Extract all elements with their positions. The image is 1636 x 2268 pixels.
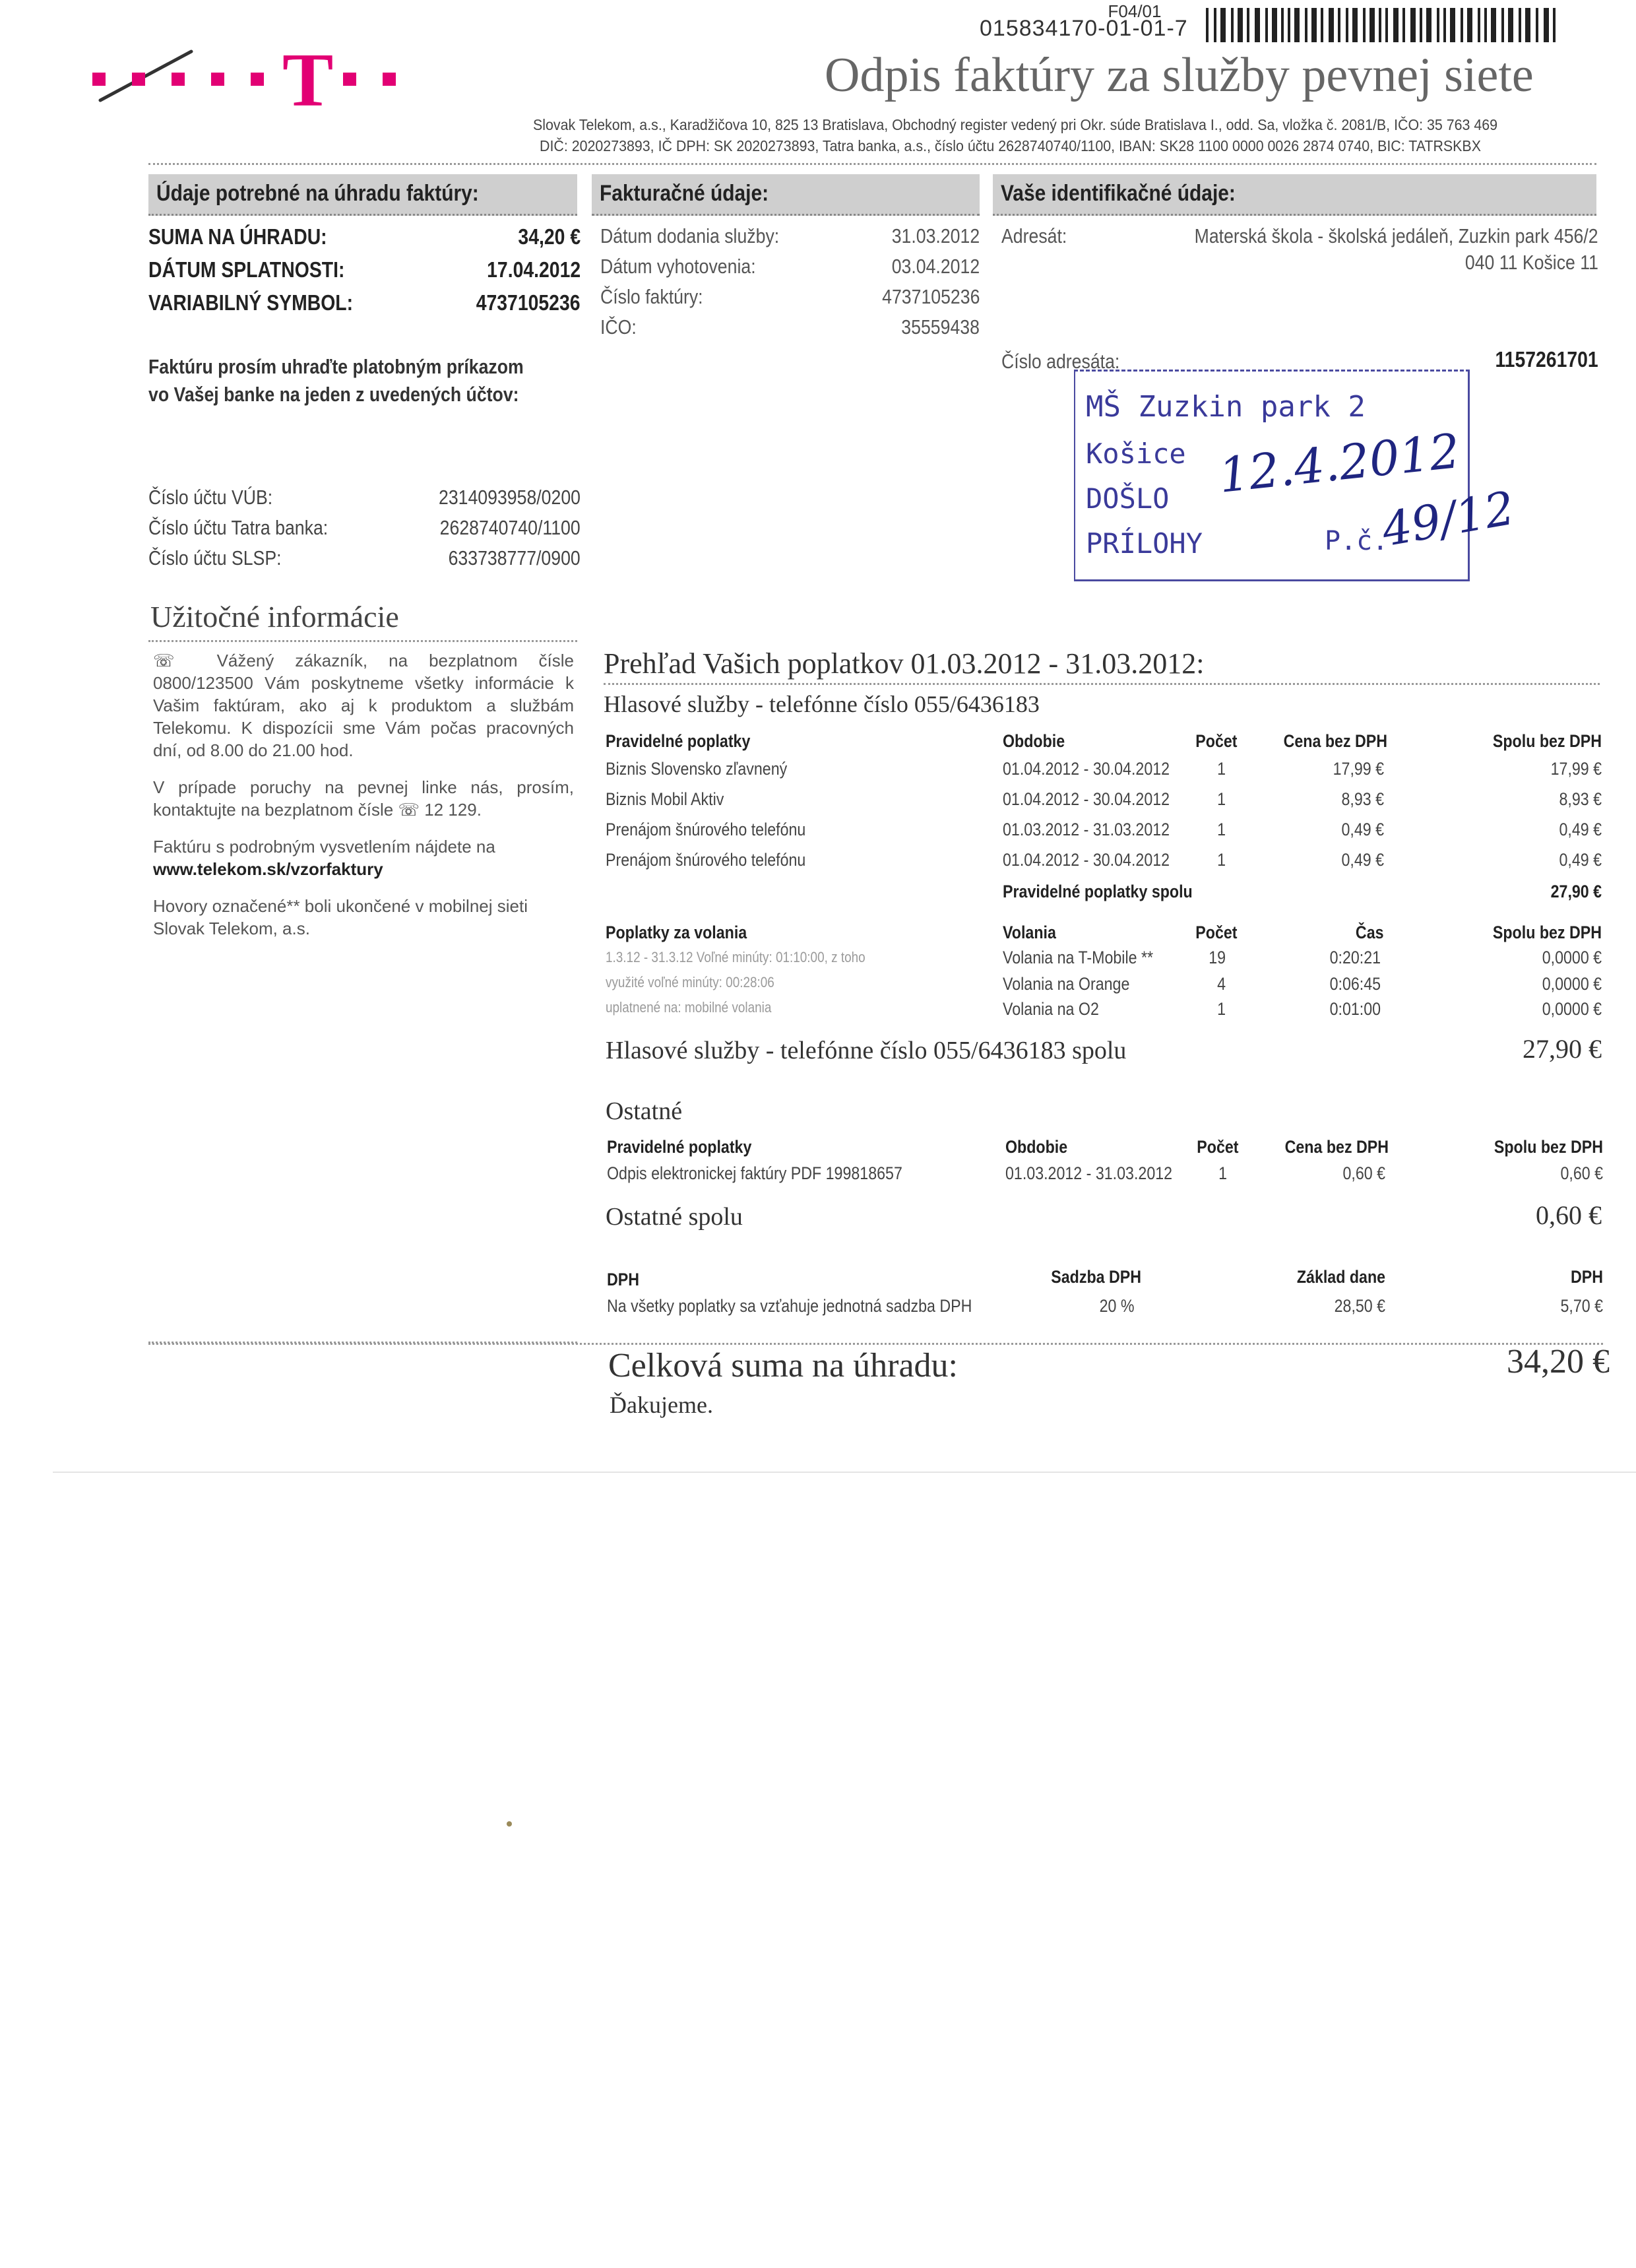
speck (507, 1821, 512, 1827)
payment-amount-value: 34,20 € (518, 224, 581, 249)
form-code: F04/01 (1108, 1, 1162, 21)
payment-instruction-line2: vo Vašej banke na jeden z uvedených účtov: (148, 383, 519, 406)
grand-total-label: Celková suma na úhradu: (608, 1347, 958, 1384)
calls-row-1-name: Volania na T-Mobile ** (1003, 948, 1154, 967)
regular-row-1-price: 17,99 € (1333, 759, 1384, 779)
stamp-line3: DOŠLO (1086, 482, 1170, 515)
useful-info-p2 (153, 776, 574, 821)
account-slsp-value: 633738777/0900 (448, 546, 581, 569)
regular-row-2-price: 8,93 € (1341, 789, 1384, 809)
col-header-regular: Pravidelné poplatky (606, 731, 751, 751)
useful-info-block (153, 649, 574, 940)
useful-info-p1 (153, 649, 574, 761)
col-header-vat: DPH (607, 1270, 640, 1289)
col-header-period: Obdobie (1003, 731, 1065, 751)
col-header-calls-type: Volania (1003, 923, 1056, 942)
regular-row-1-count: 1 (1217, 759, 1226, 779)
document-number: 015834170-01-01-7 (980, 16, 1188, 41)
addressee-number-value: 1157261701 (1495, 347, 1598, 372)
invoice-heading: Fakturačné údaje: (600, 181, 769, 206)
invoice-ico-label: IČO: (600, 315, 637, 339)
col-header-other-period: Obdobie (1005, 1137, 1068, 1157)
calls-row-3-total: 0,0000 € (1542, 999, 1602, 1019)
other-row-name: Odpis elektronickej faktúry PDF 199818657 (607, 1163, 902, 1183)
account-vub-label: Číslo účtu VÚB: (148, 486, 273, 509)
fault-line-number: 12 129. (424, 800, 482, 820)
col-header-calls: Poplatky za volania (606, 923, 747, 942)
stamp-line1: MŠ Zuzkin park 2 (1086, 390, 1366, 424)
col-header-calls-time: Čas (1356, 923, 1384, 942)
col-header-other-price: Cena bez DPH (1284, 1137, 1389, 1157)
account-tatra-value: 2628740740/1100 (439, 516, 581, 539)
regular-row-3-price: 0,49 € (1341, 820, 1384, 839)
regular-row-3-period: 01.03.2012 - 31.03.2012 (1003, 820, 1170, 839)
regular-row-2-period: 01.04.2012 - 30.04.2012 (1003, 789, 1170, 809)
col-header-other-count: Počet (1197, 1137, 1239, 1157)
logo-t-letter: T (282, 38, 334, 123)
regular-row-2-count: 1 (1217, 789, 1226, 809)
invoice-section-header (592, 174, 980, 216)
regular-row-3-name: Prenájom šnúrového telefónu (606, 820, 806, 839)
other-total-value: 0,60 € (1536, 1200, 1602, 1230)
calls-row-2-total: 0,0000 € (1542, 974, 1602, 994)
calls-row-2-name: Volania na Orange (1003, 974, 1130, 994)
addressee-line2: 040 11 Košice 11 (1464, 251, 1598, 274)
col-header-total: Spolu bez DPH (1492, 731, 1602, 751)
addressee-number-label: Číslo adresáta: (1001, 350, 1120, 373)
voice-total-value: 27,90 € (1523, 1034, 1602, 1064)
invoice-number-label: Číslo faktúry: (600, 285, 703, 308)
regular-row-4-total: 0,49 € (1559, 850, 1602, 870)
other-row-price: 0,60 € (1342, 1163, 1385, 1183)
stamp-handwritten-number: 49/12 (1377, 480, 1519, 558)
col-header-calls-total: Spolu bez DPH (1492, 923, 1602, 942)
stamp-pc-label: P.č. (1325, 526, 1389, 556)
overview-title: Prehľad Vašich poplatkov 01.03.2012 - 31.03.2012: (604, 647, 1205, 680)
account-slsp-label: Číslo účtu SLSP: (148, 546, 282, 569)
other-title: Ostatné (606, 1097, 683, 1125)
addressee-line1: Materská škola - školská jedáleň, Zuzkin park 456/2 (1195, 224, 1598, 247)
account-tatra-label: Číslo účtu Tatra banka: (148, 516, 329, 539)
col-header-vat-amount: DPH (1570, 1267, 1603, 1287)
useful-info-p3-text: Faktúru s podrobným vysvetlením nájdete na (153, 837, 495, 857)
col-header-price: Cena bez DPH (1283, 731, 1387, 751)
regular-row-2-total: 8,93 € (1559, 789, 1602, 809)
payment-heading: Údaje potrebné na úhradu faktúry: (156, 181, 479, 206)
page-fold-line (53, 1472, 1636, 1473)
invoice-ico-value: 35559438 (901, 315, 980, 339)
vat-row-amount: 5,70 € (1560, 1296, 1603, 1316)
other-row-count: 1 (1218, 1163, 1227, 1183)
col-header-other-total: Spolu bez DPH (1494, 1137, 1603, 1157)
other-fees-table (607, 1132, 1603, 1191)
useful-info-p2-text: V prípade poruchy na pevnej linke nás, prosím, kontaktujte na bezplatnom čísle (153, 777, 574, 820)
vat-row-base: 28,50 € (1334, 1296, 1385, 1316)
invoice-delivery-label: Dátum dodania služby: (600, 224, 780, 247)
stamp-handwritten-date: 12.4.2012 (1216, 422, 1463, 503)
col-header-calls-count: Počet (1195, 923, 1238, 942)
payment-amount-label: SUMA NA ÚHRADU: (148, 224, 327, 249)
voice-services-title: Hlasové služby - telefónne číslo 055/6436183 (604, 691, 1040, 717)
free-minutes-note-3: uplatnené na: mobilné volania (606, 999, 772, 1016)
thanks-text: Ďakujeme. (610, 1392, 713, 1418)
free-minutes-note-2: využité voľné minúty: 00:28:06 (606, 974, 774, 990)
vat-row-label: Na všetky poplatky sa vzťahuje jednotná sadzba DPH (607, 1296, 972, 1316)
regular-fees-table (606, 726, 1602, 904)
payment-due-value: 17.04.2012 (486, 257, 581, 282)
regular-row-4-name: Prenájom šnúrového telefónu (606, 850, 806, 870)
invoice-issued-value: 03.04.2012 (891, 255, 980, 278)
vat-table (607, 1266, 1603, 1325)
useful-info-p1-text: Vážený zákazník, na bezplatnom čísle 0800/123500 Vám poskytneme všetky informácie k Vašim faktúram, ako aj k produktom a službám Telekomu. K dispozícii sme Vám počas pracovných dní, od 8.00 do 21.00 hod. (153, 651, 574, 760)
col-header-other-regular: Pravidelné poplatky (607, 1137, 752, 1157)
phone-icon: ☏ (398, 800, 420, 820)
addressee-label: Adresát: (1001, 224, 1067, 247)
calls-row-2-time: 0:06:45 (1329, 974, 1381, 994)
calls-row-2-count: 4 (1217, 974, 1226, 994)
regular-row-4-count: 1 (1217, 850, 1226, 870)
regular-row-2-name: Biznis Mobil Aktiv (606, 789, 724, 809)
payment-instruction-line1: Faktúru prosím uhraďte platobným príkazom (148, 355, 524, 378)
other-row-total: 0,60 € (1560, 1163, 1603, 1183)
stamp-line2: Košice (1086, 437, 1186, 470)
free-minutes-note-1: 1.3.12 - 31.3.12 Voľné minúty: 01:10:00, z toho (606, 949, 865, 965)
col-header-count: Počet (1195, 731, 1238, 751)
col-header-vat-rate: Sadzba DPH (1051, 1267, 1141, 1287)
calls-row-3-name: Volania na O2 (1003, 999, 1099, 1019)
calls-table (606, 917, 1602, 1029)
payment-vs-label: VARIABILNÝ SYMBOL: (148, 290, 354, 315)
telekom-logo (92, 38, 515, 123)
grand-total-value: 34,20 € (1507, 1343, 1610, 1380)
payment-section-header (148, 174, 577, 216)
barcode (1206, 8, 1556, 42)
payment-vs-value: 4737105236 (476, 290, 581, 315)
received-stamp (1074, 370, 1519, 581)
voice-total-label: Hlasové služby - telefónne číslo 055/6436183 spolu (606, 1037, 1127, 1064)
calls-row-1-total: 0,0000 € (1542, 948, 1602, 967)
other-row-period: 01.03.2012 - 31.03.2012 (1005, 1163, 1173, 1183)
calls-row-1-time: 0:20:21 (1329, 948, 1381, 967)
useful-info-p4 (153, 895, 574, 940)
invoice-delivery-value: 31.03.2012 (891, 224, 980, 247)
identity-block (1001, 224, 1598, 383)
useful-info-heading: Užitočné informácie (150, 600, 399, 633)
regular-row-4-price: 0,49 € (1341, 850, 1384, 870)
useful-info-p3 (153, 835, 574, 880)
regular-row-1-name: Biznis Slovensko zľavnený (606, 759, 788, 779)
calls-row-3-count: 1 (1217, 999, 1226, 1019)
col-header-vat-base: Základ dane (1296, 1267, 1385, 1287)
invoice-issued-label: Dátum vyhotovenia: (600, 255, 756, 278)
company-info-line1: Slovak Telekom, a.s., Karadžičova 10, 825 13 Bratislava, Obchodný register vedený pri Okr. súde Bratislava I., odd. Sa, vložka č. 2081/B, IČO: 35 763 469 (533, 116, 1498, 133)
identity-section-header (993, 174, 1596, 216)
regular-sum-value: 27,90 € (1550, 882, 1602, 901)
invoice-number-value: 4737105236 (881, 285, 980, 308)
regular-sum-label: Pravidelné poplatky spolu (1003, 882, 1193, 901)
regular-row-1-period: 01.04.2012 - 30.04.2012 (1003, 759, 1170, 779)
identity-heading: Vaše identifikačné údaje: (1001, 181, 1236, 206)
vat-row-rate: 20 % (1100, 1296, 1135, 1316)
useful-info-p4-text: Hovory označené** boli ukončené v mobilnej sieti Slovak Telekom, a.s. (153, 896, 528, 938)
stamp-line4: PRÍLOHY (1086, 527, 1203, 560)
page-title: Odpis faktúry za služby pevnej siete (825, 48, 1534, 102)
calls-row-1-count: 19 (1209, 948, 1226, 967)
calls-row-3-time: 0:01:00 (1329, 999, 1381, 1019)
sample-invoice-link[interactable]: www.telekom.sk/vzorfaktury (153, 859, 383, 879)
payment-due-label: DÁTUM SPLATNOSTI: (148, 257, 345, 282)
regular-row-3-count: 1 (1217, 820, 1226, 839)
regular-row-1-total: 17,99 € (1550, 759, 1602, 779)
company-info-line2: DIČ: 2020273893, IČ DPH: SK 2020273893, Tatra banka, a.s., číslo účtu 2628740740/1100, IBAN: SK28 1100 0000 0026 2874 0740, BIC: TATRSKBX (540, 137, 1481, 154)
other-total-label: Ostatné spolu (606, 1203, 743, 1231)
regular-row-4-period: 01.04.2012 - 30.04.2012 (1003, 850, 1170, 870)
regular-row-3-total: 0,49 € (1559, 820, 1602, 839)
phone-icon: ☏ (153, 651, 217, 670)
account-vub-value: 2314093958/0200 (439, 486, 581, 509)
